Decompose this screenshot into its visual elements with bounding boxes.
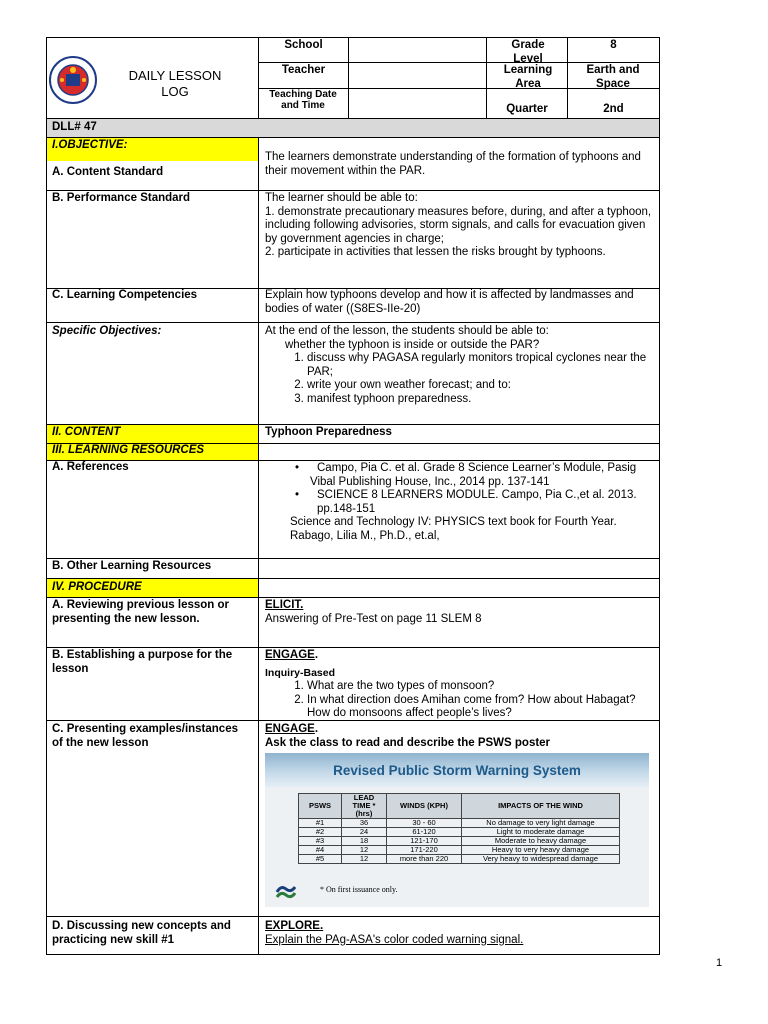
specific-item: 3. manifest typhoon preparedness.	[307, 393, 655, 407]
psws-cell: Heavy to very heavy damage	[462, 846, 620, 855]
specific-sub: whether the typhoon is inside or outside the PAR?	[285, 338, 540, 351]
procedure-a-content	[265, 599, 655, 626]
content-standard-label: A. Content Standard	[52, 166, 164, 178]
psws-cell: 61-120	[387, 828, 462, 837]
psws-header-row	[299, 794, 620, 819]
references-list	[265, 462, 655, 543]
psws-cell: 18	[342, 837, 387, 846]
specific-item: 2. write your own weather forecast; and to:	[307, 379, 655, 393]
psws-table	[298, 793, 620, 864]
specific-intro: At the end of the lesson, the students should be able to:	[265, 325, 549, 337]
bullet-icon: •	[295, 489, 300, 501]
procedure-heading: IV. PROCEDURE	[52, 581, 142, 593]
competencies-label: C. Learning Competencies	[52, 289, 198, 301]
performance-standard-label: B. Performance Standard	[52, 192, 191, 204]
reference-plain: Science and Technology IV: PHYSICS text book for Fourth Year. Rabago, Lilia M., Ph.D., et.al,	[290, 516, 617, 542]
elicit-text: Answering of Pre-Test on page 11 SLEM 8	[265, 612, 482, 625]
title-line1: DAILY LESSON	[128, 68, 222, 83]
psws-header: IMPACTS OF THE WIND	[462, 794, 620, 819]
reference-cont: Vibal Publishing House, Inc., 2014 pp. 137-141	[310, 475, 550, 488]
engage-word-2: ENGAGE	[265, 723, 315, 735]
procedure-c-content	[265, 723, 655, 750]
quarter-label: Quarter	[506, 103, 548, 115]
competencies-text: Explain how typhoons develop and how it is affected by landmasses and bodies of water ((S8ES-IIe-20)	[265, 289, 634, 315]
dll-number: DLL# 47	[52, 121, 97, 133]
psws-cell: more than 220	[387, 855, 462, 864]
reference-text: Campo, Pia C. et al. Grade 8 Science Learner’s Module, Pasig	[317, 462, 637, 474]
references-bullets	[265, 462, 655, 476]
performance-standard-text	[265, 192, 653, 260]
psws-cell: #4	[299, 846, 342, 855]
other-resources-label: B. Other Learning Resources	[52, 560, 212, 572]
psws-cell: Moderate to heavy damage	[462, 837, 620, 846]
psws-cell: 30 - 60	[387, 819, 462, 828]
engage-heading: ENGAGE.	[265, 649, 319, 661]
procedure-b-label: B. Establishing a purpose for the lesson	[52, 649, 233, 675]
engage-heading-2: ENGAGE.	[265, 723, 319, 735]
performance-line: The learner should be able to:	[265, 192, 418, 204]
psws-cell: Light to moderate damage	[462, 828, 620, 837]
content-value: Typhoon Preparedness	[265, 426, 392, 438]
deped-logo	[48, 55, 98, 105]
psws-poster	[265, 753, 649, 907]
quarter-value[interactable]: 2nd	[603, 103, 624, 115]
question-item: 1. What are the two types of monsoon?	[307, 680, 655, 694]
page-number: 1	[716, 957, 723, 969]
specific-item: 1. discuss why PAGASA regularly monitors tropical cyclones near the PAR;	[307, 352, 655, 379]
question-item: 2. In what direction does Amihan come from? How about Habagat? How do monsoons affect people’s lives?	[307, 694, 655, 721]
school-label: School	[284, 39, 323, 51]
poster-footnote: * On first issuance only.	[320, 885, 398, 894]
psws-row	[299, 855, 620, 864]
performance-line: 2. participate in activities that lessen the risks brought by typhoons.	[265, 246, 606, 258]
psws-cell: 24	[342, 828, 387, 837]
elicit-heading: ELICIT.	[265, 599, 304, 611]
reference-item	[295, 462, 655, 476]
content-heading: II. CONTENT	[52, 426, 121, 438]
references-label: A. References	[52, 461, 129, 473]
psws-cell: #3	[299, 837, 342, 846]
specific-objectives	[265, 325, 655, 406]
area-value[interactable]: Earth and Space	[586, 64, 640, 90]
psws-cell: Very heavy to widespread damage	[462, 855, 620, 864]
psws-header: WINDS (KPH)	[387, 794, 462, 819]
content-standard-text: The learners demonstrate understanding of the formation of typhoons and their movement within the PAR.	[265, 151, 641, 177]
reference-item	[295, 489, 655, 516]
psws-cell: #2	[299, 828, 342, 837]
procedure-a-label: A. Reviewing previous lesson or presenting the new lesson.	[52, 599, 230, 625]
title-line2: LOG	[161, 84, 189, 99]
grade-label: Grade Level	[511, 39, 545, 65]
psws-cell: 12	[342, 855, 387, 864]
specific-list	[265, 352, 655, 406]
procedure-c-label: C. Presenting examples/instances of the new lesson	[52, 723, 238, 749]
grade-value[interactable]: 8	[610, 39, 617, 51]
page-title	[100, 68, 250, 100]
psws-cell: 36	[342, 819, 387, 828]
specific-objectives-label: Specific Objectives:	[52, 325, 162, 337]
psws-cell: 12	[342, 846, 387, 855]
objective-heading: I.OBJECTIVE:	[52, 139, 128, 151]
procedure-d-content	[265, 920, 655, 947]
inquiry-based: Inquiry-Based	[265, 666, 336, 679]
date-label: Teaching Date and Time	[269, 89, 337, 111]
explore-heading: EXPLORE.	[265, 920, 324, 932]
reference-text: SCIENCE 8 LEARNERS MODULE. Campo, Pia C.,et al. 2013. pp.148-151	[317, 489, 637, 515]
procedure-d-label: D. Discussing new concepts and practicing new skill #1	[52, 920, 231, 946]
engage-questions	[265, 680, 655, 721]
psws-cell: No damage to very light damage	[462, 819, 620, 828]
procedure-b-content	[265, 649, 655, 721]
references-bullets-2	[265, 489, 655, 516]
psws-cell: 121-170	[387, 837, 462, 846]
psws-cell: #5	[299, 855, 342, 864]
performance-line: 1. demonstrate precautionary measures before, during, and after a typhoon, including following advisories, storm signals, and calls for evacuation given by government agencies in charge;	[265, 205, 652, 245]
explore-text: Explain the PAg-ASA's color coded warning signal.	[265, 933, 524, 946]
engage-word: ENGAGE	[265, 649, 315, 661]
psws-header: LEAD TIME * (hrs)	[342, 794, 387, 819]
bullet-icon: •	[295, 462, 300, 474]
poster-instruction: Ask the class to read and describe the PSWS poster	[265, 736, 551, 749]
psws-header: PSWS	[299, 794, 342, 819]
teacher-label: Teacher	[281, 64, 326, 76]
dll-row-bg	[47, 119, 659, 137]
pagasa-logo-icon	[275, 883, 297, 901]
psws-cell: #1	[299, 819, 342, 828]
resources-heading: III. LEARNING RESOURCES	[52, 444, 205, 456]
psws-cell: 171-220	[387, 846, 462, 855]
poster-title: Revised Public Storm Warning System	[333, 763, 581, 778]
area-label: Learning Area	[503, 64, 553, 90]
